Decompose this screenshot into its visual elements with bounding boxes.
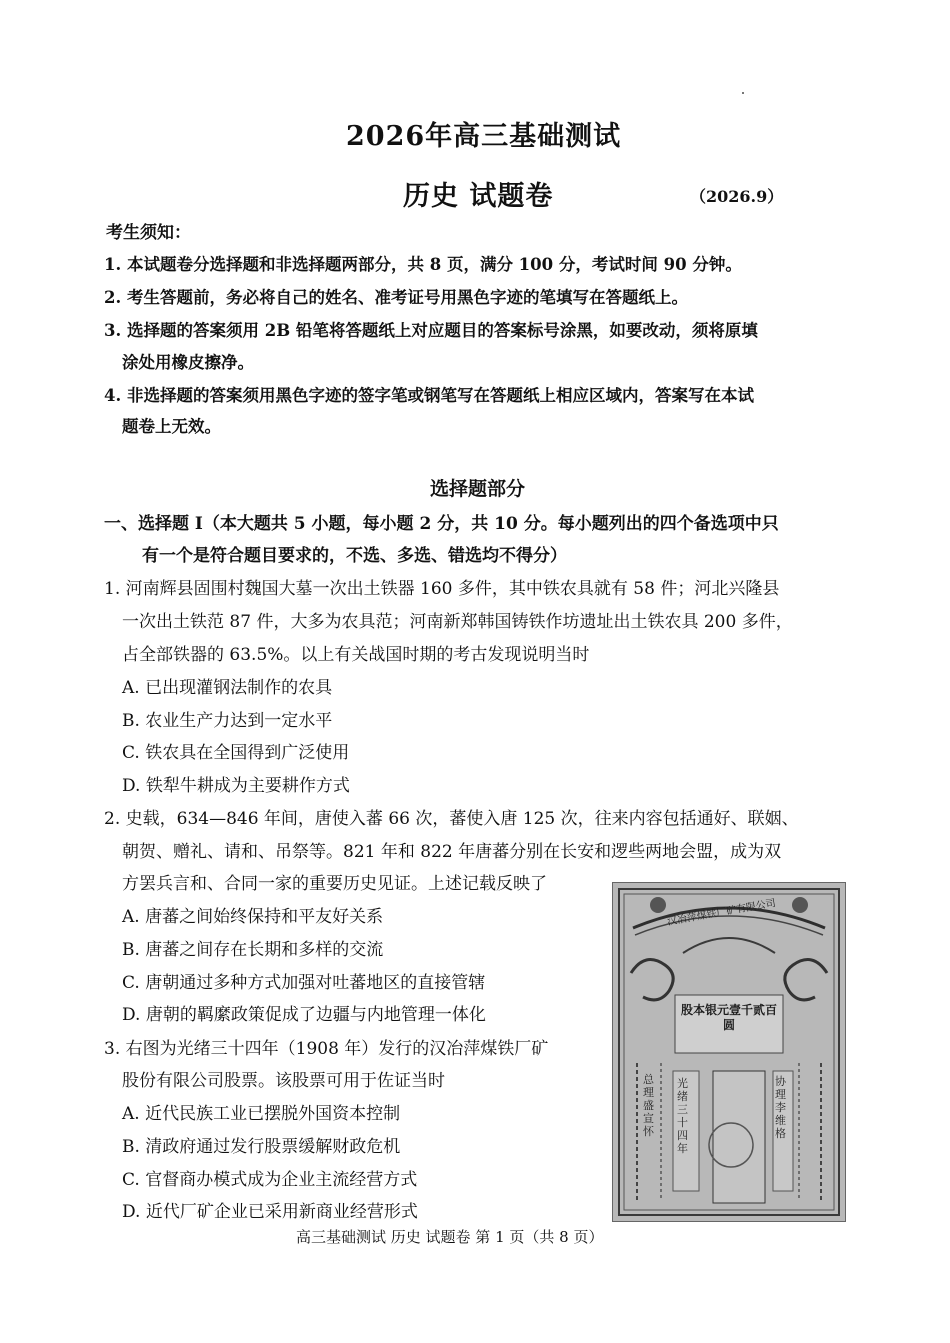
q1-option-b[interactable]: B. 农业生产力达到一定水平 bbox=[122, 711, 333, 731]
q3-line-2: 股份有限公司股票。该股票可用于佐证当时 bbox=[122, 1071, 445, 1091]
part-instruction-cont: 有一个是符合题目要求的，不选、多选、错选均不得分） bbox=[142, 546, 567, 566]
q1-line-3: 占全部铁器的 63.5%。以上有关战国时期的考古发现说明当时 bbox=[122, 645, 590, 665]
q3-option-c[interactable]: C. 官督商办模式成为企业主流经营方式 bbox=[122, 1170, 418, 1190]
stock-date-text: 光绪三十四年 bbox=[677, 1077, 688, 1155]
q3-option-a[interactable]: A. 近代民族工业已摆脱外国资本控制 bbox=[122, 1104, 401, 1124]
exam-date: （2026.9） bbox=[690, 187, 784, 206]
stock-signature-2: 协理 李维格 bbox=[775, 1075, 786, 1140]
stock-banner-text: 汉冶萍煤铁厂矿有限公司 bbox=[666, 897, 777, 928]
q2-line-3: 方罢兵言和、合同一家的重要历史见证。上述记载反映了 bbox=[122, 874, 547, 894]
stock-certificate-image bbox=[612, 882, 846, 1222]
scan-dot bbox=[742, 92, 744, 94]
exam-title: 2026年高三基础测试 bbox=[346, 121, 622, 152]
notice-item-3-cont: 涂处用橡皮擦净。 bbox=[122, 353, 254, 372]
notice-item-4: 4. 非选择题的答案须用黑色字迹的签字笔或钢笔写在答题纸上相应区域内，答案写在本试 bbox=[104, 386, 754, 405]
stock-signature-1: 总理 盛宣怀 bbox=[643, 1073, 654, 1138]
q2-option-a[interactable]: A. 唐蕃之间始终保持和平友好关系 bbox=[122, 907, 384, 927]
notice-item-1: 1. 本试题卷分选择题和非选择题两部分，共 8 页，满分 100 分，考试时间 90 分钟。 bbox=[104, 255, 742, 274]
q3-line-1: 3. 右图为光绪三十四年（1908 年）发行的汉冶萍煤铁厂矿 bbox=[104, 1039, 549, 1059]
q1-option-c[interactable]: C. 铁农具在全国得到广泛使用 bbox=[122, 743, 350, 763]
q2-line-2: 朝贺、赠礼、请和、吊祭等。821 年和 822 年唐蕃分别在长安和逻些两地会盟，成为双 bbox=[122, 842, 782, 862]
q2-option-d[interactable]: D. 唐朝的羁縻政策促成了边疆与内地管理一体化 bbox=[122, 1005, 486, 1025]
q1-line-2: 一次出土铁范 87 件，大多为农具范；河南新郑韩国铸铁作坊遗址出土铁农具 200 多件， bbox=[122, 612, 793, 632]
notice-item-2: 2. 考生答题前，务必将自己的姓名、准考证号用黑色字迹的笔填写在答题纸上。 bbox=[104, 288, 688, 307]
q3-option-b[interactable]: B. 清政府通过发行股票缓解财政危机 bbox=[122, 1137, 401, 1157]
q2-option-b[interactable]: B. 唐蕃之间存在长期和多样的交流 bbox=[122, 940, 384, 960]
stock-heading-text: 股本银元壹千贰百圆 bbox=[680, 1003, 777, 1032]
page-footer: 高三基础测试 历史 试题卷 第 1 页（共 8 页） bbox=[296, 1228, 604, 1246]
q1-line-1: 1. 河南辉县固围村魏国大墓一次出土铁器 160 多件，其中铁农具就有 58 件；河北兴隆县 bbox=[104, 579, 780, 599]
notice-heading: 考生须知： bbox=[106, 223, 191, 243]
exam-subtitle: 历史 试题卷 bbox=[403, 181, 554, 212]
notice-item-3: 3. 选择题的答案须用 2B 铅笔将答题纸上对应题目的答案标号涂黑，如要改动，须将原填 bbox=[104, 321, 758, 340]
q2-option-c[interactable]: C. 唐朝通过多种方式加强对吐蕃地区的直接管辖 bbox=[122, 973, 486, 993]
notice-item-4-cont: 题卷上无效。 bbox=[122, 417, 221, 436]
q1-option-a[interactable]: A. 已出现灌钢法制作的农具 bbox=[122, 678, 333, 698]
q3-option-d[interactable]: D. 近代厂矿企业已采用新商业经营形式 bbox=[122, 1202, 418, 1222]
section-title: 选择题部分 bbox=[430, 478, 526, 500]
subtitle-row bbox=[0, 172, 950, 212]
part-instruction: 一、选择题 Ⅰ（本大题共 5 小题，每小题 2 分，共 10 分。每小题列出的四个备选项中只 bbox=[104, 514, 779, 534]
q2-line-1: 2. 史载，634—846 年间，唐使入蕃 66 次，蕃使入唐 125 次，往来内容包括通好、联姻、 bbox=[104, 809, 799, 829]
q1-option-d[interactable]: D. 铁犁牛耕成为主要耕作方式 bbox=[122, 776, 350, 796]
